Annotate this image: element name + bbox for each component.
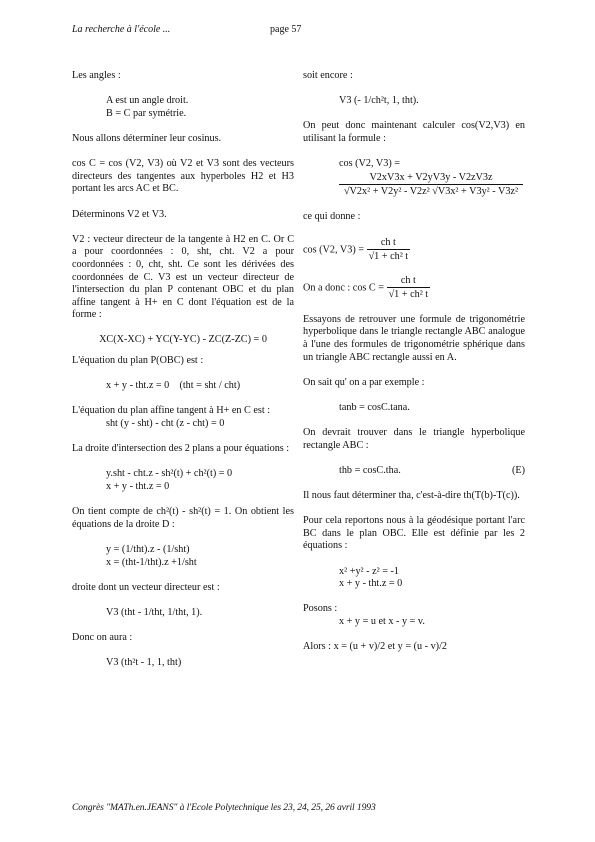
equation: x + y = u et x - y = v. — [339, 615, 425, 627]
paragraph: ce qui donne : — [303, 211, 361, 223]
paragraph: Il nous faut déterminer tha, c'est-à-dire th(T(b)-T(c)). — [303, 490, 520, 502]
equation: x + y - tht.z = 0 (tht = sht / cht) — [106, 380, 241, 392]
paragraph: Nous allons déterminer leur cosinus. — [72, 132, 222, 144]
fraction-numerator: ch t — [367, 237, 411, 250]
statement: A est un angle droit. — [106, 95, 189, 107]
paragraph: Essayons de retrouver une formule de trigonométrie hyperbolique dans le triangle rectangle ABC analogue à l'une des formules de trigonométrie sphérique dans un triangle ABC rectangle aussi en A. — [303, 313, 525, 363]
paragraph: V2 : vecteur directeur de la tangente à H2 en C. Or C a pour coordonnées : 0, sht, cht. V2 a pour coordonnées : 0, cht, sht. Ce sont les dérivées des coordonnées de C. V3 est un vecteur directeur de l'intersection du plan P contenant OBC et du plan affine tangent à H+ en C dont l'équation est de la forme : — [72, 233, 294, 321]
equation: XC(X-XC) + YC(Y-YC) - ZC(Z-ZC) = 0 — [99, 334, 267, 346]
fraction-denominator: √V2x² + V2y² - V2z² √V3x² + V3y² - V3z² — [343, 185, 519, 197]
equation: sht (y - sht) - cht (z - cht) = 0 — [106, 418, 225, 430]
equation: x + y - tht.z = 0 — [106, 481, 170, 492]
paragraph: On peut donc maintenant calculer cos(V2,V3) en utilisant la formule : — [303, 120, 525, 144]
paragraph: Alors : x = (u + v)/2 et y = (u - v)/2 — [303, 641, 447, 653]
equation: V3 (tht - 1/tht, 1/tht, 1). — [106, 606, 203, 618]
equation: x² +y² - z² = -1 — [339, 565, 399, 577]
paragraph: Donc on aura : — [72, 632, 133, 644]
fraction — [339, 171, 523, 199]
fraction — [367, 237, 411, 263]
paragraph: On devrait trouver dans le triangle hyperbolique rectangle ABC : — [303, 427, 525, 451]
equation-tag: (E) — [511, 464, 525, 476]
equation: y.sht - cht.z - sh²(t) + ch²(t) = 0 — [106, 468, 233, 480]
equation — [303, 237, 525, 263]
paragraph: Pour cela reportons nous à la géodésique portant l'arc BC dans le plan OBC. Elle est définie par les 2 équations : — [303, 515, 525, 552]
running-header: La recherche à l'école ... — [72, 24, 171, 35]
equation: V3 (th²t - 1, 1, tht) — [106, 657, 182, 669]
fraction-numerator: ch t — [387, 275, 431, 288]
left-column — [72, 70, 294, 670]
paragraph: Posons : — [303, 603, 338, 615]
equation: V3 (- 1/ch²t, 1, tht). — [339, 95, 419, 107]
equation — [303, 465, 525, 478]
page-footer: Congrès "MATh.en.JEANS" à l'Ecole Polytechnique les 23, 24, 25, 26 avril 1993 — [72, 802, 376, 813]
paragraph: Les angles : — [72, 70, 121, 81]
paragraph: cos C = cos (V2, V3) où V2 et V3 sont des vecteurs directeurs des tangentes aux hyperboles H2 et H3 portant les arcs AC et BC. — [72, 158, 294, 195]
paragraph: Déterminons V2 et V3. — [72, 208, 167, 220]
equation: y = (1/tht).z - (1/sht) — [106, 543, 190, 555]
equation-lhs: On a donc : cos C = — [303, 282, 385, 294]
fraction-denominator: √1 + ch² t — [388, 289, 429, 301]
equation-text: thb = cosC.tha. — [339, 464, 401, 476]
paragraph: droite dont un vecteur directeur est : — [72, 581, 220, 593]
page-number: page 57 — [270, 24, 302, 35]
right-column — [303, 70, 525, 654]
paragraph: L'équation du plan affine tangent à H+ en C est : — [72, 405, 271, 417]
paragraph: On tient compte de ch²(t) - sh²(t) = 1. On obtient les équations de la droite D : — [72, 506, 294, 530]
paragraph: On sait qu' on a par exemple : — [303, 376, 425, 388]
equation-lhs: cos (V2, V3) = — [339, 158, 401, 170]
equation — [303, 275, 525, 301]
equation: x + y - tht.z = 0 — [339, 578, 403, 590]
fraction-denominator: √1 + ch² t — [368, 250, 409, 262]
equation: tanb = cosC.tana. — [339, 401, 410, 413]
paragraph: L'équation du plan P(OBC) est : — [72, 355, 204, 367]
fraction — [387, 275, 431, 301]
fraction-numerator: V2xV3x + V2yV3y - V2zV3z — [339, 171, 523, 185]
equation-lhs: cos (V2, V3) = — [303, 243, 365, 255]
equation: x = (tht-1/tht).z +1/sht — [106, 556, 197, 568]
paragraph: soit encore : — [303, 70, 353, 81]
statement: B = C par symétrie. — [106, 107, 187, 119]
paragraph: La droite d'intersection des 2 plans a pour équations : — [72, 443, 290, 455]
